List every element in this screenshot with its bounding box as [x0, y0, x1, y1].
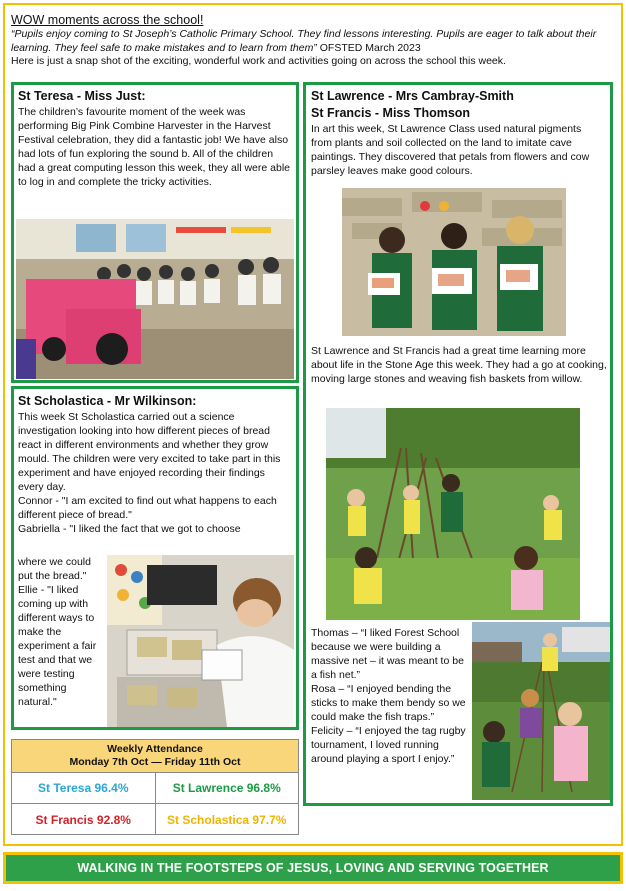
harvest-festival-photo	[16, 219, 294, 379]
panel-body: This week St Scholastica carried out a science investigation looking into how different pieces of bread react in different environments and whether they grow mould. The children were very excited to take part in this experiment and have enjoyed recording their findings every day.	[18, 411, 281, 493]
quote-gabriella-end: where we could put the bread."	[18, 556, 91, 582]
stone-age-text: St Lawrence and St Francis had a great time learning more about life in the Stone Age this week. They had a go at cooking, moving large stones and weaving fish baskets from willow.	[311, 345, 607, 385]
footer-motto: WALKING IN THE FOOTSTEPS OF JESUS, LOVING AND SERVING TOGETHER	[77, 861, 549, 875]
quote-thomas: Thomas – “I liked Forest School because we were building a massive net – it was meant to be a fish net.”	[311, 627, 464, 681]
pupil-quotes	[311, 626, 471, 766]
art-text: In art this week, St Lawrence Class used natural pigments from plants and soil collected on the land to imitate cave paintings. They discovered that petals from flowers and cow parsley leaves make good colours.	[311, 123, 590, 177]
panel-st-teresa	[11, 82, 299, 383]
attendance-st-lawrence: St Lawrence 96.8%	[155, 773, 299, 803]
panel-heading-francis: St Francis - Miss Thomson	[311, 106, 471, 120]
attendance-header	[12, 740, 298, 773]
bread-experiment-photo	[107, 555, 294, 727]
panel-heading: St Scholastica - Mr Wilkinson:	[18, 394, 197, 408]
footer-motto-banner	[3, 852, 623, 884]
attendance-st-scholastica: St Scholastica 97.7%	[155, 804, 299, 835]
forest-school-photo	[326, 408, 580, 620]
quote-column	[18, 555, 108, 709]
ofsted-quote	[11, 28, 615, 55]
quote-text: “Pupils enjoy coming to St Joseph’s Catholic Primary School. They find lessons interesting. Pupils are eager to talk about their learning. They feel safe to make mistakes and to learn from them”	[11, 28, 597, 54]
attendance-row	[12, 773, 298, 804]
quote-gabriella-start: Gabriella - "I liked the fact that we got to choose	[18, 523, 241, 535]
panel-heading-lawrence: St Lawrence - Mrs Cambray-Smith	[311, 89, 514, 103]
panel-st-scholastica	[11, 386, 299, 730]
quote-ellie: Ellie - "I liked coming up with different ways to make the experiment a fair test and that we were testing something natural."	[18, 584, 97, 708]
quote-felicity: Felicity – “I enjoyed the tag rugby tournament, I loved running around playing a sport I enjoy.”	[311, 725, 466, 765]
attendance-row	[12, 804, 298, 835]
weekly-attendance-table	[11, 739, 299, 835]
quote-source: OFSTED March 2023	[319, 41, 421, 54]
attendance-st-francis: St Francis 92.8%	[35, 812, 131, 827]
page-title: WOW moments across the school!	[11, 13, 204, 27]
newsletter-header	[11, 13, 615, 69]
panel-st-lawrence-st-francis	[303, 82, 613, 806]
cave-painting-photo	[342, 188, 566, 336]
quote-rosa: Rosa – “I enjoyed bending the sticks to make them bendy so we could make the fish traps.”	[311, 683, 466, 723]
panel-heading: St Teresa - Miss Just:	[18, 89, 146, 103]
quote-connor: Connor - "I am excited to find out what happens to each different piece of bread."	[18, 495, 277, 521]
intro-text: Here is just a snap shot of the exciting, wonderful work and activities going on across the school this week.	[11, 55, 506, 67]
willow-weaving-photo	[472, 622, 610, 800]
attendance-title: Weekly Attendance	[107, 743, 203, 755]
attendance-dates: Monday 7th Oct — Friday 11th Oct	[69, 756, 241, 768]
attendance-st-teresa: St Teresa 96.4%	[38, 781, 129, 795]
panel-body: The children’s favourite moment of the week was performing Big Pink Combine Harvester in the Harvest Festival celebration, they did a fantastic job! We have also had lots of fun exploring the sound b. All of the children had a great computing lesson this week, they all were able to log in and complete the tricky activities.	[18, 106, 290, 188]
